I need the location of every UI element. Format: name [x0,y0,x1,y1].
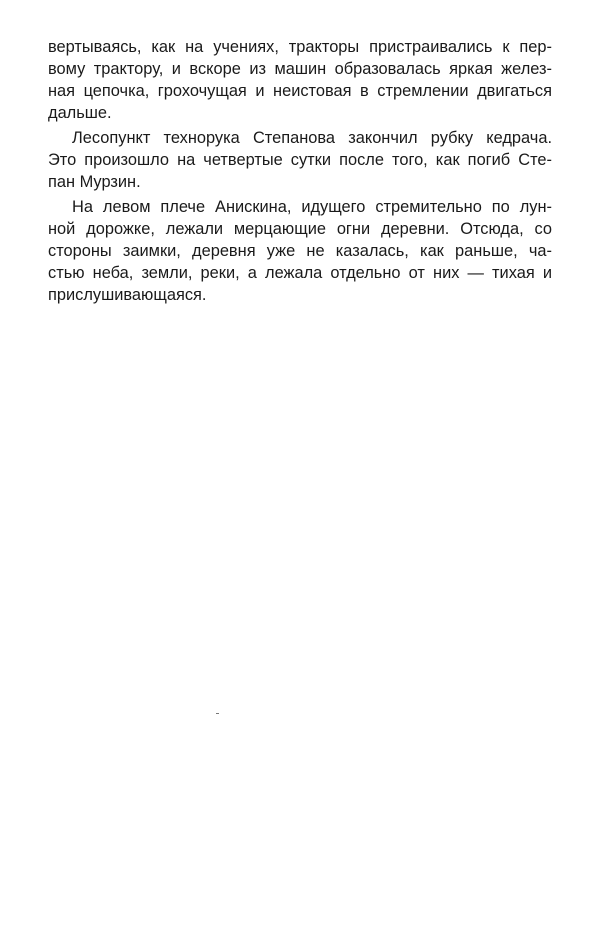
text-line: стью неба, земли, реки, а лежала отдельно от них — тихая и [48,264,552,282]
body-text [48,36,552,309]
print-speck [216,713,219,714]
paragraph-1 [48,36,552,124]
paragraph-3 [48,196,552,306]
text-line: Это произошло на четвертые сутки после того, как погиб Сте- [48,151,552,169]
text-line: прислушивающаяся. [48,286,207,304]
text-line: ная цепочка, грохочущая и неистовая в стремлении двигаться [48,82,552,100]
text-line: Лесопункт технорука Степанова закончил рубку кедрача. [72,129,552,147]
text-line: стороны заимки, деревня уже не казалась, как раньше, ча- [48,242,552,260]
text-line: ной дорожке, лежали мерцающие огни деревни. Отсюда, со [48,220,552,238]
text-line: вертываясь, как на учениях, тракторы пристраивались к пер- [48,38,552,56]
text-line: пан Мурзин. [48,173,141,191]
text-line: дальше. [48,104,112,122]
text-line: На левом плече Анискина, идущего стремительно по лун- [72,198,552,216]
paragraph-2 [48,127,552,193]
text-line: вому трактору, и вскоре из машин образовалась яркая желез- [48,60,552,78]
